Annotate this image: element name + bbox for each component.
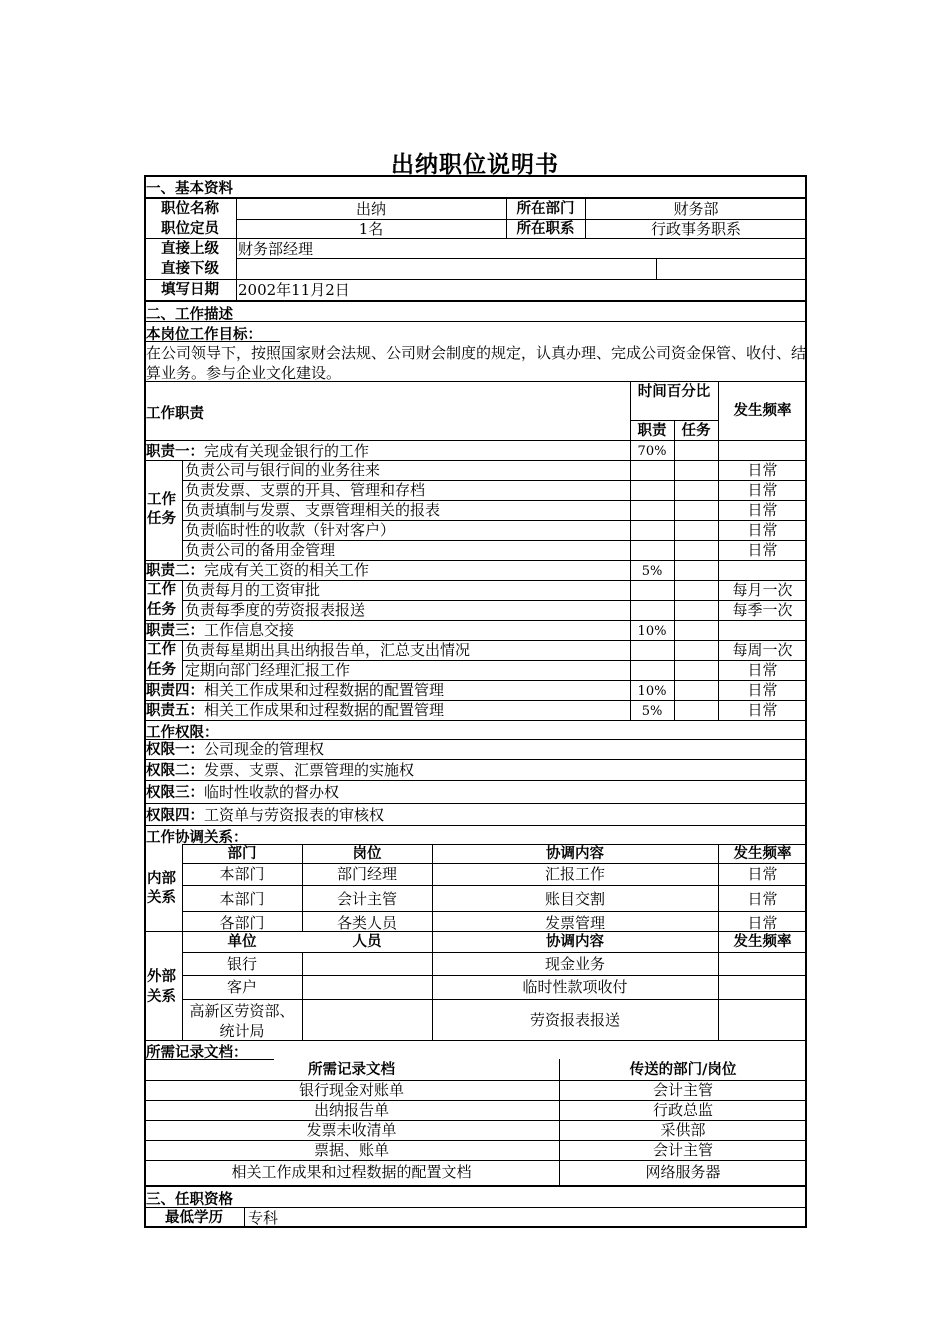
duty3-label: 职责三： <box>146 623 204 639</box>
authority-label: 权限四： <box>146 808 204 824</box>
task-item: 定期向部门经理汇报工作 <box>185 661 351 679</box>
internal-label-line2: 关系 <box>147 890 176 906</box>
page-title: 出纳职位说明书 <box>391 151 559 178</box>
external-cell: 客户 <box>226 978 257 996</box>
record-dest: 会计主管 <box>652 1141 713 1159</box>
authority-heading: 工作权限： <box>146 725 219 741</box>
internal-header-frequency: 发生频率 <box>733 846 792 862</box>
internal-label-line1: 内部 <box>147 871 176 887</box>
task-item: 负责公司的备用金管理 <box>185 541 336 559</box>
task-group-label-line2: 任务 <box>147 602 176 618</box>
duty1-label: 职责一： <box>146 444 204 460</box>
goal-label: 本岗位工作目标： <box>146 327 262 343</box>
task-frequency: 日常 <box>747 461 778 479</box>
authority-text: 工资单与劳资报表的审核权 <box>204 806 385 824</box>
authority-text: 公司现金的管理权 <box>204 740 325 758</box>
duty5-label: 职责五： <box>146 703 204 719</box>
duty1-text: 完成有关现金银行的工作 <box>204 442 370 460</box>
internal-cell: 部门经理 <box>336 865 397 883</box>
duty4-label: 职责四： <box>146 683 204 699</box>
authority-label: 权限三： <box>146 785 204 801</box>
task-item: 负责每月的工资审批 <box>185 581 321 599</box>
task-frequency: 日常 <box>747 661 778 679</box>
section-basic-heading: 一、基本资料 <box>146 181 233 197</box>
external-header-unit: 单位 <box>227 934 257 950</box>
record-dest: 行政总监 <box>652 1101 713 1119</box>
duty5-pct: 5% <box>641 704 663 719</box>
duty2-label: 职责二： <box>146 563 204 579</box>
authority-text: 发票、支票、汇票管理的实施权 <box>204 761 415 779</box>
subordinate-label: 直接下级 <box>161 261 219 277</box>
task-item: 负责公司与银行间的业务往来 <box>185 461 381 479</box>
task-frequency: 每季一次 <box>732 601 793 619</box>
job-family-label: 所在职系 <box>516 221 575 237</box>
task-item: 负责每季度的劳资报表报送 <box>185 601 366 619</box>
external-label-line1: 外部 <box>147 969 176 985</box>
duty2-text: 完成有关工资的相关工作 <box>204 561 370 579</box>
duty-pct-col: 职责 <box>637 423 667 439</box>
task-frequency: 每月一次 <box>732 581 793 599</box>
task-item: 负责填制与发票、支票管理相关的报表 <box>185 501 441 519</box>
internal-header-content: 协调内容 <box>546 846 604 862</box>
internal-cell: 日常 <box>747 890 778 908</box>
position-name-value: 出纳 <box>355 200 386 218</box>
task-group-label-line1: 工作 <box>147 582 176 598</box>
external-cell: 高新区劳资部、统计局 <box>189 1002 295 1040</box>
task-group-label-line1: 工作 <box>147 642 176 658</box>
section-work-heading: 二、工作描述 <box>146 307 233 323</box>
external-cell: 现金业务 <box>544 955 605 973</box>
task-frequency: 每周一次 <box>732 641 793 659</box>
internal-cell: 各类人员 <box>336 914 397 932</box>
section-qualification-heading: 三、任职资格 <box>146 1192 233 1208</box>
external-cell: 劳资报表报送 <box>529 1011 620 1029</box>
duty1-pct: 70% <box>637 444 667 459</box>
authority-text: 临时性收款的督办权 <box>204 783 340 801</box>
task-frequency: 日常 <box>747 481 778 499</box>
duty4-pct: 10% <box>637 684 667 699</box>
records-header-doc: 所需记录文档 <box>308 1062 395 1078</box>
records-heading: 所需记录文档： <box>146 1045 248 1061</box>
internal-cell: 本部门 <box>219 865 265 883</box>
task-frequency: 日常 <box>747 501 778 519</box>
duty5-frequency: 日常 <box>747 701 778 719</box>
dept-value: 财务部 <box>673 200 719 218</box>
goal-text: 在公司领导下，按照国家财会法规、公司财会制度的规定，认真办理、完成公司资金保管、收付、结算业务。参与企业文化建设。 <box>146 344 807 382</box>
date-value: 2002年11月2日 <box>238 281 350 299</box>
record-doc: 出纳报告单 <box>313 1101 389 1119</box>
internal-cell: 各部门 <box>219 914 265 932</box>
internal-cell: 日常 <box>747 865 778 883</box>
headcount-label: 职位定员 <box>161 221 219 237</box>
external-label-line2: 关系 <box>147 989 176 1005</box>
duty4-frequency: 日常 <box>747 681 778 699</box>
record-dest: 网络服务器 <box>645 1163 721 1181</box>
record-doc: 银行现金对账单 <box>298 1081 404 1099</box>
external-cell: 银行 <box>226 955 257 973</box>
authority-label: 权限一： <box>146 742 204 758</box>
duty1-task-group-label: 工作任务 <box>147 492 176 527</box>
headcount-value: 1名 <box>358 220 384 238</box>
task-item: 负责每星期出具出纳报告单，汇总支出情况 <box>185 641 471 659</box>
external-header-frequency: 发生频率 <box>733 934 792 950</box>
date-label: 填写日期 <box>161 282 219 298</box>
external-header-content: 协调内容 <box>546 934 604 950</box>
superior-value: 财务部经理 <box>238 240 314 258</box>
duties-header: 工作职责 <box>146 406 204 422</box>
task-item: 负责发票、支票的开具、管理和存档 <box>185 481 426 499</box>
task-frequency: 日常 <box>747 521 778 539</box>
records-header-dest: 传送的部门/岗位 <box>629 1062 737 1078</box>
authority-label: 权限二： <box>146 763 204 779</box>
record-doc: 发票未收清单 <box>306 1121 397 1139</box>
duty3-pct: 10% <box>637 624 667 639</box>
education-value: 专科 <box>248 1209 279 1227</box>
record-dest: 采供部 <box>660 1121 706 1139</box>
job-description-table <box>144 175 807 1228</box>
duty2-pct: 5% <box>641 564 663 579</box>
superior-label: 直接上级 <box>161 241 219 257</box>
duty3-text: 工作信息交接 <box>204 621 295 639</box>
external-cell: 临时性款项收付 <box>522 978 628 996</box>
job-family-value: 行政事务职系 <box>650 220 741 238</box>
dept-label: 所在部门 <box>516 201 575 217</box>
internal-cell: 日常 <box>747 914 778 932</box>
internal-cell: 账目交割 <box>544 890 605 908</box>
task-item: 负责临时性的收款（针对客户） <box>185 521 396 539</box>
education-label: 最低学历 <box>165 1210 223 1226</box>
coordination-heading: 工作协调关系： <box>146 830 248 846</box>
task-frequency: 日常 <box>747 541 778 559</box>
internal-header-position: 岗位 <box>352 846 382 862</box>
frequency-header: 发生频率 <box>733 403 792 419</box>
record-doc: 相关工作成果和过程数据的配置文档 <box>231 1163 472 1181</box>
external-header-person: 人员 <box>352 934 382 950</box>
internal-cell: 发票管理 <box>544 914 605 932</box>
internal-header-dept: 部门 <box>227 846 257 862</box>
internal-cell: 本部门 <box>219 890 265 908</box>
record-dest: 会计主管 <box>652 1081 713 1099</box>
position-name-label: 职位名称 <box>161 201 219 217</box>
duty4-text: 相关工作成果和过程数据的配置管理 <box>204 681 445 699</box>
duty5-text: 相关工作成果和过程数据的配置管理 <box>204 701 445 719</box>
record-doc: 票据、账单 <box>313 1141 389 1159</box>
task-group-label-line2: 任务 <box>147 662 176 678</box>
task-pct-col: 任务 <box>681 423 711 439</box>
internal-cell: 会计主管 <box>336 890 397 908</box>
internal-cell: 汇报工作 <box>544 865 605 883</box>
time-pct-header: 时间百分比 <box>637 384 711 400</box>
